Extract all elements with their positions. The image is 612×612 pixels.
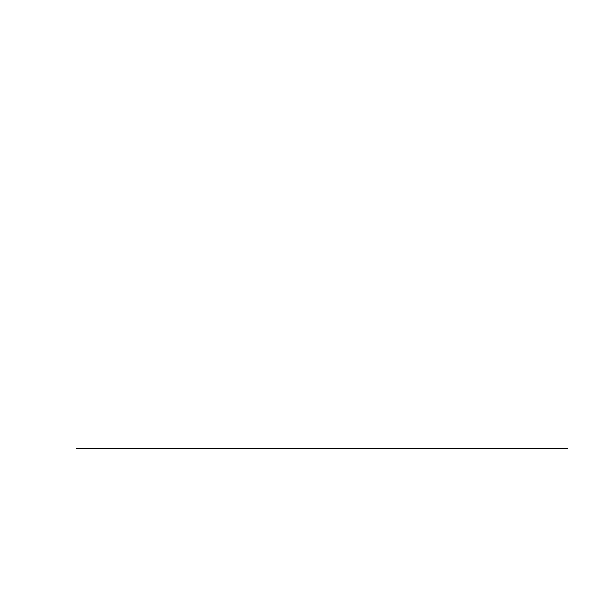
mpn-table [76, 444, 568, 449]
table-header-row [76, 444, 568, 449]
header-boon-siew-bay [404, 444, 568, 449]
header-microbial-sp [76, 444, 240, 449]
header-outfall [240, 444, 404, 449]
